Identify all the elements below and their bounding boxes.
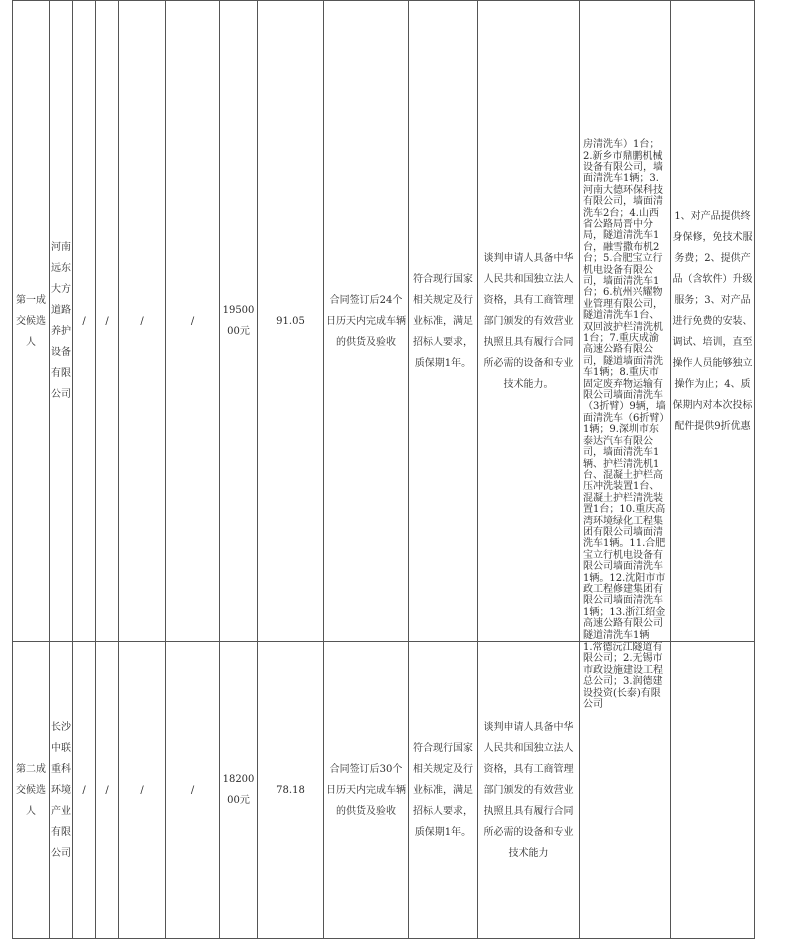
supplier-cell: 河南远东大方道路养护设备有限公司: [50, 1, 73, 642]
empty-cell: /: [96, 642, 119, 939]
candidate-table: [12, 0, 755, 939]
delivery-cell: 合同签订后30个日历天内完成车辆的供货及验收: [324, 642, 409, 939]
performance-cell: 房清洗车）1台；2.新乡市鼎鹏机械设备有限公司，墙面清洗车1辆；3.河南大德环保科技有限公司，墙面清洗车2台；4.山西省公路局晋中分局，隧道清洗车1台，融雪撒布机2台；5.合肥宝立行机电设备有限公司，墙面清洗车1台；6.杭州兴耀物业管理有限公司，隧道清洗车1台、双回波护栏清洗机1台；7.重庆成渝高速公路有限公司，隧道墙面清洗车1辆；8.重庆市固定废弃物运输有限公司墙面清洗车（3折臂）9辆，墙面清洗车（6折臂）1辆；9.深圳市东泰达汽车有限公司，墙面清洗车1辆、护栏清洗机1台、混凝土护栏高压冲洗装置1台、混凝土护栏清洗装置1台；10.重庆高湾环境绿化工程集团有限公司墙面清洗车1辆。11.合肥宝立行机电设备有限公司墙面清洗车1辆。12.沈阳市市政工程修建集团有限公司墙面清洗车1辆；13.浙江绍金高速公路有限公司隧道清洗车1辆: [580, 1, 671, 642]
rank-cell: 第二成交候选人: [13, 642, 50, 939]
score-cell: 78.18: [258, 642, 324, 939]
rank-cell: 第一成交候选人: [13, 1, 50, 642]
empty-cell: /: [166, 1, 220, 642]
price-cell: 1820000元: [220, 642, 258, 939]
quality-cell: 符合现行国家相关规定及行业标准，满足招标人要求，质保期1年。: [409, 642, 478, 939]
table-row: [13, 642, 755, 939]
price-cell: 1950000元: [220, 1, 258, 642]
delivery-cell: 合同签订后24个日历天内完成车辆的供货及验收: [324, 1, 409, 642]
empty-cell: /: [119, 642, 166, 939]
supplier-cell: 长沙中联重科环境产业有限公司: [50, 642, 73, 939]
performance-cell: 1.常德沅江隧道有限公司；2.无锡市市政设施建设工程总公司；3.润德建设投资(长泰)有限公司: [580, 642, 671, 939]
qualification-cell: 谈判申请人具备中华人民共和国独立法人资格，具有工商管理部门颁发的有效营业执照且具有履行合同所必需的设备和专业技术能力。: [478, 1, 580, 642]
score-cell: 91.05: [258, 1, 324, 642]
empty-cell: /: [96, 1, 119, 642]
empty-cell: /: [73, 642, 96, 939]
empty-cell: /: [166, 642, 220, 939]
qualification-cell: 谈判申请人具备中华人民共和国独立法人资格，具有工商管理部门颁发的有效营业执照且具有履行合同所必需的设备和专业技术能力: [478, 642, 580, 939]
service-cell: [671, 642, 755, 939]
empty-cell: /: [73, 1, 96, 642]
empty-cell: /: [119, 1, 166, 642]
quality-cell: 符合现行国家相关规定及行业标准，满足招标人要求，质保期1年。: [409, 1, 478, 642]
table-row: [13, 1, 755, 642]
service-cell: 1、对产品提供终身保修，免技术服务费；2、提供产品（含软件）升级服务；3、对产品进行免费的安装、调试、培训，直至操作人员能够独立操作为止；4、质保期内对本次投标配件提供9折优惠: [671, 1, 755, 642]
